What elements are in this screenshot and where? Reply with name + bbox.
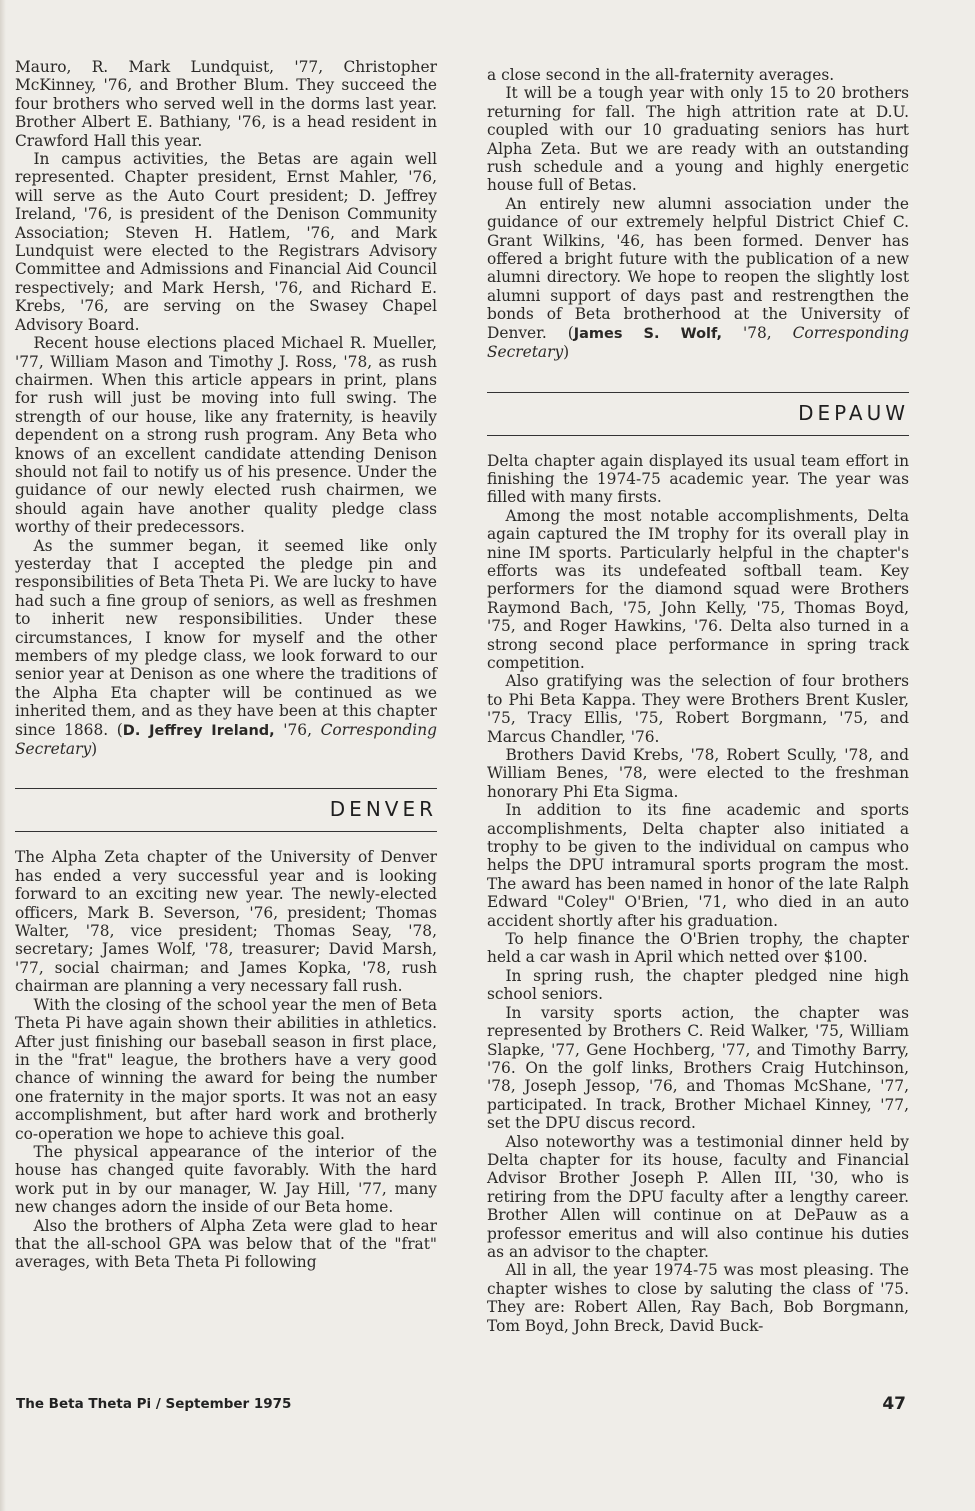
article-paragraph: Among the most notable accomplishments, Delta again captured the IM trophy for its overall play in nine IM sports. Particularly helpful in the chapter's efforts was its undefeated softball team. Key performers for the diamond squad were Brothers Raymond Bach, '75, John Kelly, '75, Thomas Boyd, '75, and Roger Hawkins, '76. Delta also turned in a strong second place performance in spring track competition. <box>487 506 909 672</box>
signature-open-paren: ( <box>567 323 574 342</box>
signature-title: Corresponding Secretary <box>487 323 909 362</box>
article-paragraph: The Alpha Zeta chapter of the University of Denver has ended a very successful year and is looking forward to an exciting new year. The newly-elected officers, Mark B. Severson, '76, president; Thomas Walter, '78, vice president; Thomas Seay, '78, secretary; James Wolf, '78, treasurer; David Marsh, '77, social chairman; and James Kopka, '78, rush chairman are planning a very necessary fall rush. <box>15 848 437 996</box>
signature-name: D. Jeffrey Ireland, <box>122 722 275 739</box>
article-paragraph: In spring rush, the chapter pledged nine high school seniors. <box>487 966 909 1004</box>
article-paragraph: The physical appearance of the interior of the house has changed quite favorably. With the hard work put in by our manager, W. Jay Hill, '77, many new changes adorn the inside of our Beta home. <box>15 1142 437 1217</box>
section-header-denver <box>15 788 437 832</box>
article-paragraph <box>15 537 437 759</box>
page-binding-shadow <box>0 0 6 1511</box>
article-paragraph: a close second in the all-fraternity averages. <box>487 66 835 84</box>
article-paragraph: In varsity sports action, the chapter was represented by Brothers C. Reid Walker, '75, William Slapke, '77, Gene Hochberg, '77, and Timothy Barry, '76. On the golf links, Brothers Craig Hutchinson, '78, Joseph Jessop, '76, and Thomas McShane, '77, participated. In track, Brother Michael Kinney, '77, set the DPU discus record. <box>487 1003 909 1133</box>
paragraph-text: An entirely new alumni association under the guidance of our extremely helpful District Chief C. Grant Wilkins, '46, has been formed. Denver has offered a bright future with the publication of a new alumni directory. We hope to reopen the slightly lost alumni support of days past and restrengthen the bonds of Beta brotherhood at the University of Denver. <box>487 194 909 342</box>
article-paragraph <box>487 195 909 362</box>
article-paragraph: To help finance the O'Brien trophy, the chapter held a car wash in April which netted over $100. <box>487 930 909 967</box>
signature-open-paren: ( <box>116 720 123 739</box>
article-paragraph: Mauro, R. Mark Lundquist, '77, Christopher McKinney, '76, and Brother Blum. They succeed the four brothers who served well in the dorms last year. Brother Albert E. Bathiany, '76, is a head resident in Crawford Hall this year. <box>15 58 437 150</box>
left-column <box>15 58 437 1272</box>
right-column <box>487 66 909 1335</box>
signature-class: '78, <box>742 323 772 342</box>
signature-title: Corresponding Secretary <box>15 720 437 759</box>
signature-class: '76, <box>283 720 312 739</box>
article-paragraph: In campus activities, the Betas are again well represented. Chapter president, Ernst Mahler, '76, will serve as the Auto Court president; D. Jeffrey Ireland, '76, is president of the Denison Community Association; Steven H. Hatlem, '76, and Mark Lundquist were elected to the Registrars Advisory Committee and Admissions and Financial Aid Council respectively; and Mark Hersh, '76, and Richard E. Krebs, '76, are serving on the Swasey Chapel Advisory Board. <box>15 150 437 334</box>
section-top-rule <box>15 788 437 789</box>
section-bottom-rule <box>487 435 909 436</box>
section-bottom-rule <box>15 831 437 832</box>
section-header-depauw <box>487 392 909 436</box>
denver-article <box>15 848 437 1271</box>
article-paragraph: Also the brothers of Alpha Zeta were glad to hear that the all-school GPA was below that of the "frat" averages, with Beta Theta Pi following <box>15 1216 437 1272</box>
paragraph-text: As the summer began, it seemed like only yesterday that I accepted the pledge pin and responsibilities of Beta Theta Pi. We are lucky to have had such a fine group of seniors, as well as freshmen to inherit new responsibilities. Under these circumstances, I know for myself and the other members of my pledge class, we look forward to our senior year at Denison as one where the traditions of the Alpha Eta chapter will be continued as we inherited them, and as they have been at this chapter since 1868. <box>15 536 437 739</box>
section-title: DEPAUW <box>798 400 909 425</box>
article-paragraph: All in all, the year 1974-75 was most pleasing. The chapter wishes to close by saluting the class of '75. They are: Robert Allen, Ray Bach, Bob Borgmann, Tom Boyd, John Breck, David Buck- <box>487 1261 909 1335</box>
article-paragraph: It will be a tough year with only 15 to 20 brothers returning for fall. The high attrition rate at D.U. coupled with our 10 graduating seniors has hurt Alpha Zeta. But we are ready with an outstanding rush schedule and a young and highly energetic house full of Betas. <box>487 84 909 195</box>
signature-name: James S. Wolf, <box>573 325 723 342</box>
section-title: DENVER <box>329 797 437 822</box>
article-paragraph: In addition to its fine academic and sports accomplishments, Delta chapter also initiated a trophy to be given to the individual on campus who helps the DPU intramural sports program the most. The award has been named in honor of the late Ralph Edward "Coley" O'Brien, '71, who died in an auto accident shortly after his graduation. <box>487 801 909 930</box>
depauw-article <box>487 452 909 1336</box>
section-top-rule <box>487 392 909 393</box>
article-paragraph: Delta chapter again displayed its usual team effort in finishing the 1974-75 academic year. The year was filled with many firsts. <box>487 451 909 507</box>
article-paragraph: Also gratifying was the selection of four brothers to Phi Beta Kappa. They were Brothers Brent Kusler, '75, Tracy Ellis, '75, Robert Borgmann, '75, and Marcus Chandler, '76. <box>487 672 909 746</box>
page-number: 47 <box>882 1394 906 1414</box>
article-paragraph: Brothers David Krebs, '78, Robert Scully, '78, and William Benes, '78, were elected to the freshman honorary Phi Eta Sigma. <box>487 746 909 801</box>
signature-close-paren: ) <box>563 343 570 362</box>
article-paragraph: Recent house elections placed Michael R. Mueller, '77, William Mason and Timothy J. Ross, '78, as rush chairmen. When this article appears in print, plans for rush will just be moving into full swing. The strength of our house, like any fraternity, is heavily dependent on a strong rush program. Any Beta who knows of an excellent candidate attending Denison should not fail to notify us of his presence. Under the guidance of our newly elected rush chairmen, we should again have another quality pledge class worthy of their predecessors. <box>15 334 437 537</box>
signature-close-paren: ) <box>91 740 98 759</box>
article-paragraph: Also noteworthy was a testimonial dinner held by Delta chapter for its house, faculty and Financial Advisor Brother Joseph P. Allen III, '30, who is retiring from the DPU faculty after a lengthy career. Brother Allen will continue on at DePauw as a professor emeritus and will also continue his duties as an advisor to the chapter. <box>487 1132 909 1261</box>
article-paragraph: With the closing of the school year the men of Beta Theta Pi have again shown their abilities in athletics. After just finishing our baseball season in first place, in the "frat" league, the brothers have a very good chance of winning the award for being the number one fraternity in the major sports. It was not an easy accomplishment, but after hard work and brotherly co-operation we hope to achieve this goal. <box>15 995 437 1143</box>
footer-publication: The Beta Theta Pi / September 1975 <box>16 1396 292 1412</box>
